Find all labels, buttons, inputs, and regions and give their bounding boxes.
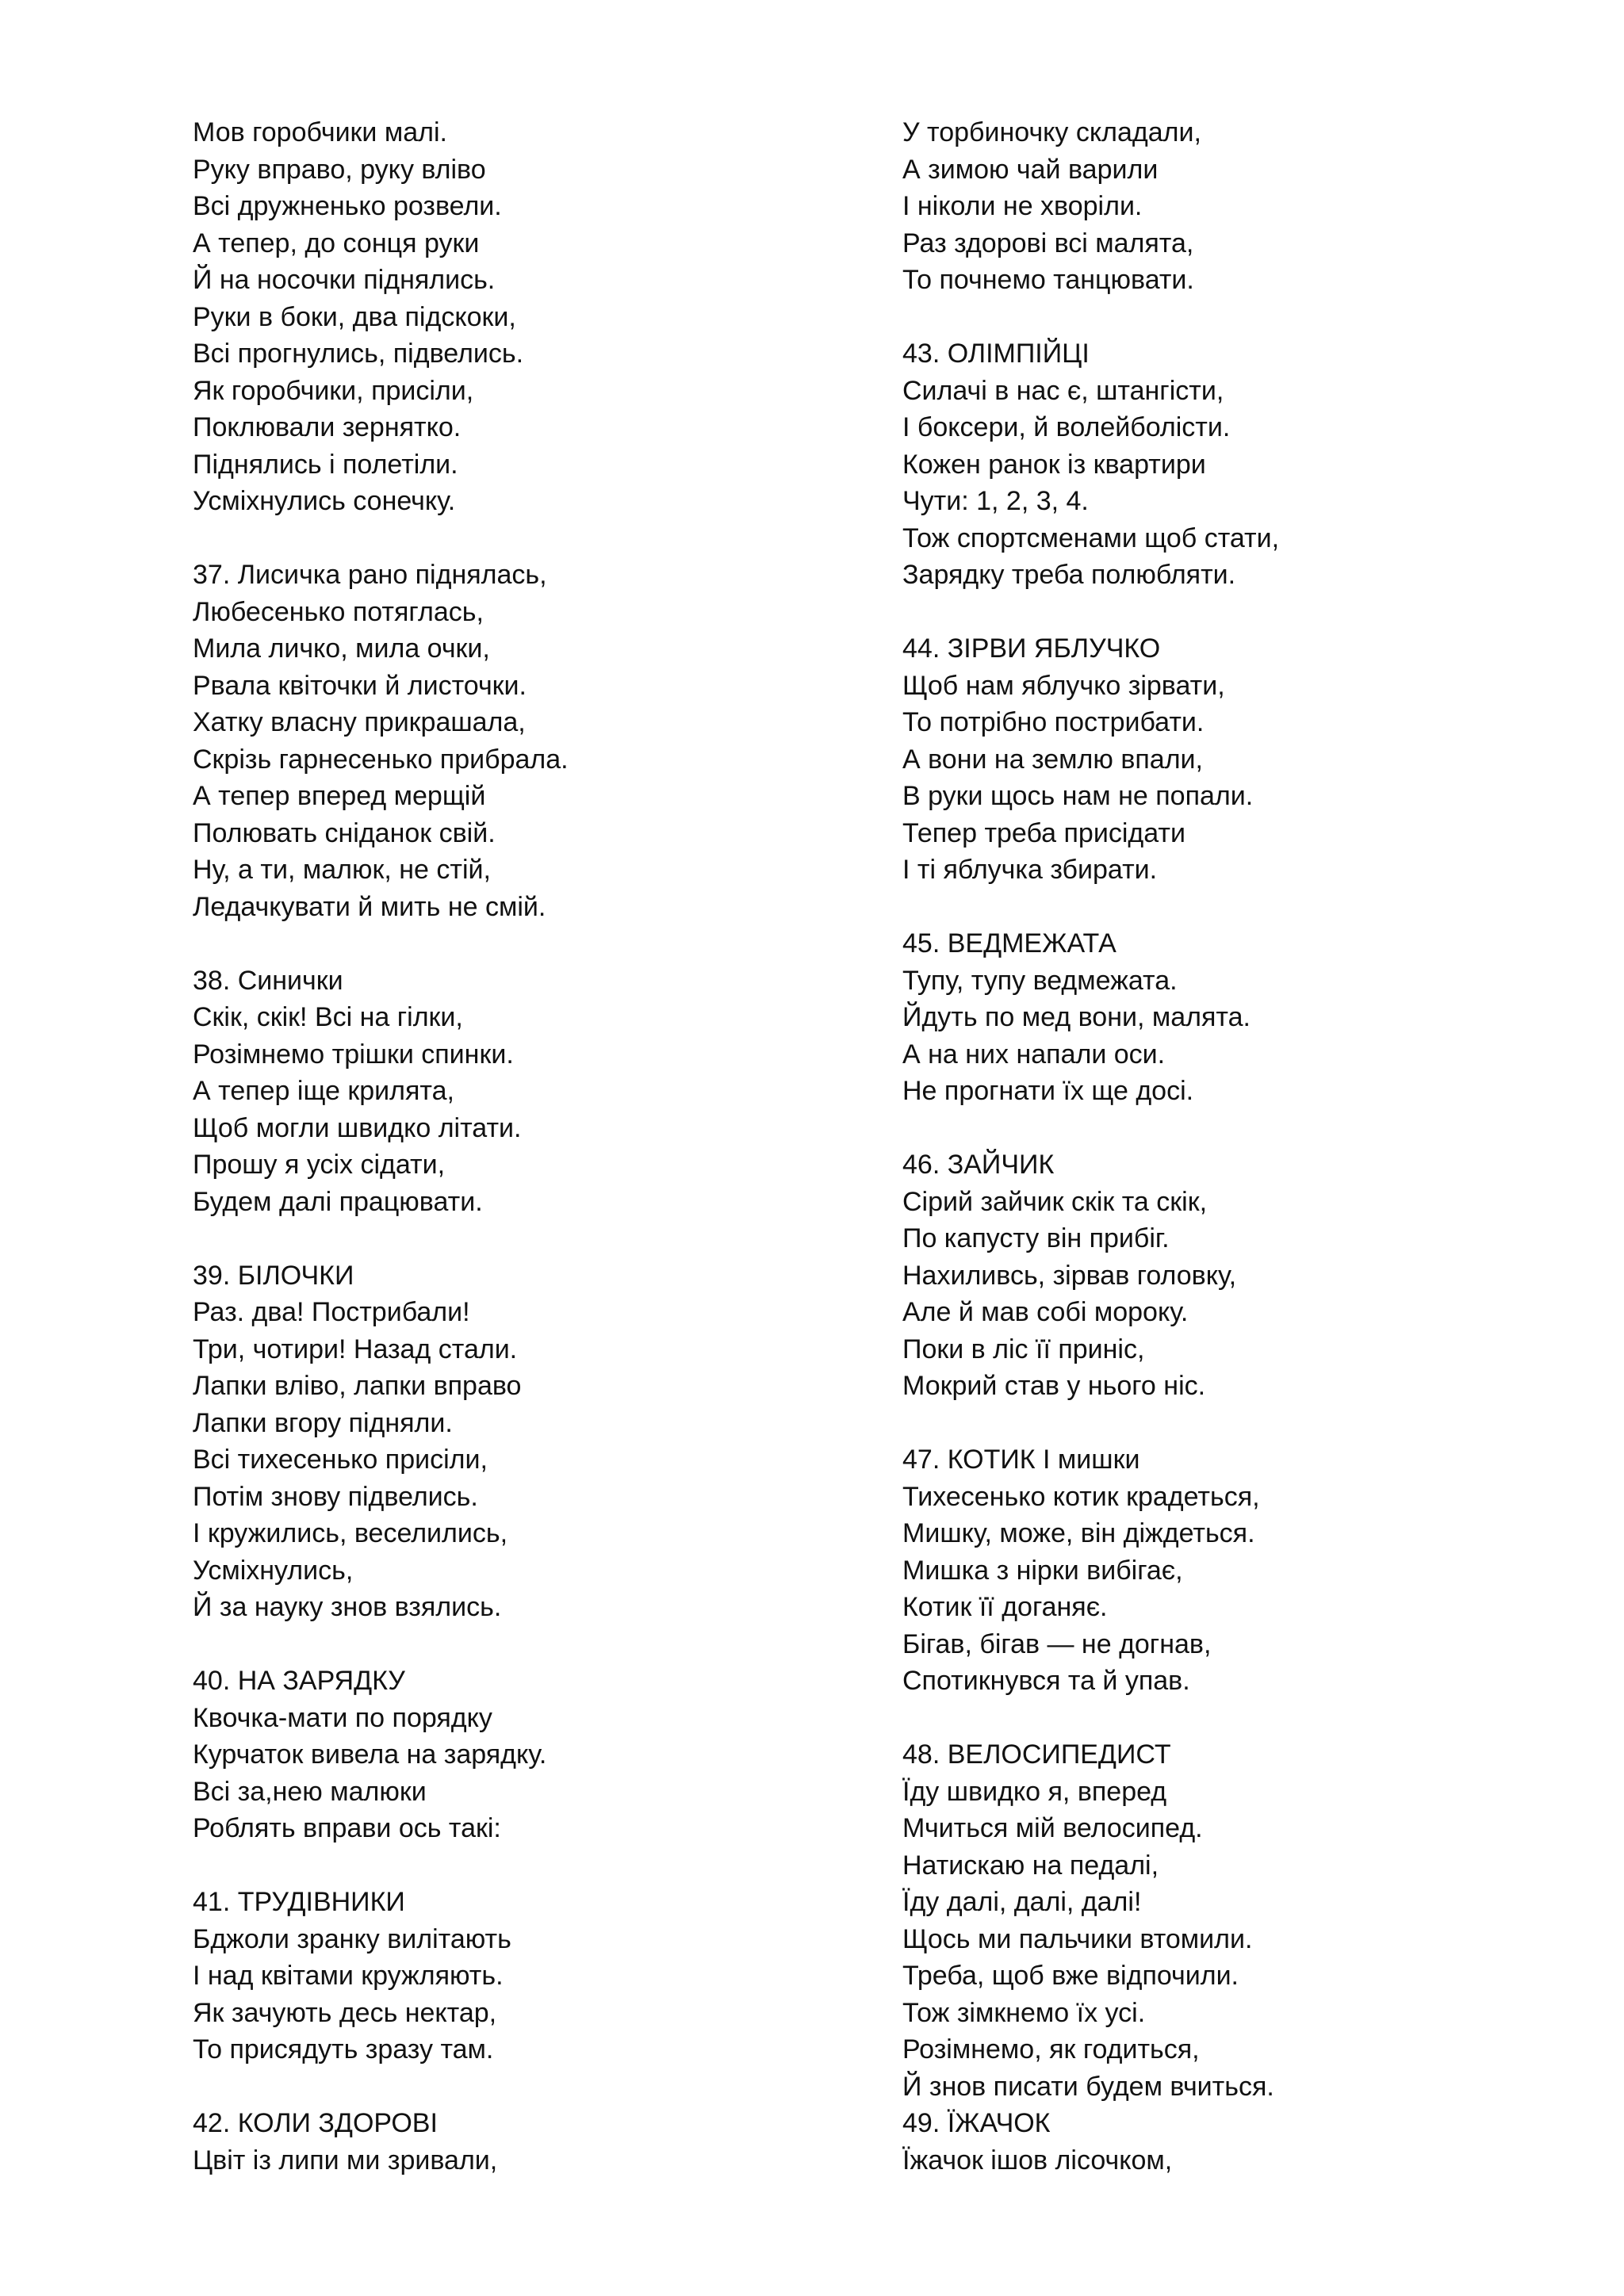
poem-line: Усміхнулись, [193, 1555, 354, 1586]
poem-heading: 37. Лисичка рано піднялась, [193, 560, 547, 590]
poem-heading: 40. НА ЗАРЯДКУ [193, 1666, 405, 1696]
stanza-gap [193, 1220, 891, 1257]
poem-line: Але й мав собі мороку. [902, 1297, 1189, 1327]
stanza-gap [902, 299, 1600, 336]
stanza-gap [193, 2068, 891, 2106]
poem-line: Цвіт із липи ми зривали, [193, 2145, 498, 2175]
poem-line: Потім знову підвелись. [193, 1481, 478, 1512]
poem-line: Бджоли зранку вилітають [193, 1923, 511, 1954]
poem-line: Їжачок ішов лісочком, [902, 2145, 1173, 2175]
poem-line: Кожен ранок із квартири [902, 449, 1206, 480]
poem-line: Мчиться мій велосипед. [902, 1813, 1203, 1843]
stanza-gap [902, 594, 1600, 631]
poem-line: Квочка-мати по порядку [193, 1702, 492, 1733]
stanza-gap [193, 1847, 891, 1885]
poem-heading: 42. КОЛИ ЗДОРОВІ [193, 2108, 438, 2138]
poem-line: Любесенько потяглась, [193, 596, 484, 627]
poem-line: Полювать сніданок свій. [193, 817, 496, 848]
poem-line: Руку вправо, руку вліво [193, 154, 486, 185]
poem-line: Скік, скік! Всі на гілки, [193, 1002, 463, 1032]
poem-line: В руки щось нам не попали. [902, 781, 1254, 811]
poem-line: Котик її доганяє. [902, 1592, 1108, 1622]
poem-heading: 38. Синички [193, 965, 343, 996]
poem-line: І ті яблучка збирати. [902, 855, 1158, 885]
poem-line: Мов горобчики малі. [193, 117, 447, 147]
poem-line: Поки в ліс її приніс, [902, 1334, 1145, 1364]
poem-line: Щось ми пальчики втомили. [902, 1923, 1253, 1954]
poem-line: То присядуть зразу там. [193, 2034, 494, 2064]
poem-line: Й за науку знов взялись. [193, 1592, 502, 1622]
poem-line: Раз. два! Пострибали! [193, 1297, 470, 1327]
poem-line: Спотикнувся та й упав. [902, 1666, 1190, 1696]
poem-line: Тупу, тупу ведмежата. [902, 965, 1178, 996]
poem-heading: 44. ЗІРВИ ЯБЛУЧКО [902, 633, 1161, 664]
poem-heading: 43. ОЛІМПІЙЦІ [902, 339, 1090, 369]
poem-line: Бігав, бігав — не догнав, [902, 1628, 1212, 1659]
poem-line: То почнемо танцювати. [902, 265, 1194, 295]
poem-line: Три, чотири! Назад стали. [193, 1334, 518, 1364]
poem-line: Мокрий став у нього ніс. [902, 1371, 1206, 1401]
poem-line: Всі прогнулись, підвелись. [193, 339, 524, 369]
stanza-gap [902, 1110, 1600, 1147]
poem-line: У торбиночку складали, [902, 117, 1201, 147]
poem-line: Піднялись і полетіли. [193, 449, 458, 480]
poem-line: Їду далі, далі, далі! [902, 1887, 1142, 1917]
poem-line: Йдуть по мед вони, малята. [902, 1002, 1251, 1032]
poem-line: А зимою чай варили [902, 154, 1159, 185]
poem-line: Як горобчики, присіли, [193, 375, 474, 406]
poem-heading: 48. ВЕЛОСИПЕДИСТ [902, 1739, 1171, 1770]
poem-line: Тож спортсменами щоб стати, [902, 522, 1280, 553]
poem-heading: 49. ЇЖАЧОК [902, 2108, 1051, 2138]
poem-line: Мишку, може, він діждеться. [902, 1518, 1255, 1548]
poem-line: Тож зімкнемо їх усі. [902, 1997, 1146, 2028]
poem-line: Будем далі працювати. [193, 1186, 483, 1217]
poem-line: Зарядку треба полюбляти. [902, 560, 1236, 590]
stanza-gap [193, 1626, 891, 1663]
poem-line: Поклювали зернятко. [193, 412, 462, 442]
stanza-gap [902, 1700, 1600, 1737]
poem-line: Тихесенько котик крадеться, [902, 1481, 1260, 1512]
poem-line: Хатку власну прикрашала, [193, 707, 526, 737]
poem-line: А на них напали оси. [902, 1039, 1166, 1070]
poem-heading: 47. КОТИК І мишки [902, 1445, 1140, 1475]
poem-heading: 41. ТРУДІВНИКИ [193, 1887, 405, 1917]
poem-line: Нахиливсь, зірвав головку, [902, 1260, 1237, 1291]
poem-line: Роблять вправи ось такі: [193, 1813, 501, 1843]
poem-line: Ну, а ти, малюк, не стій, [193, 855, 491, 885]
poem-line: Лапки вліво, лапки вправо [193, 1371, 522, 1401]
poem-line: Руки в боки, два підскоки, [193, 301, 516, 332]
poem-line: Прошу я усіх сідати, [193, 1150, 446, 1180]
poem-line: Лапки вгору підняли. [193, 1407, 453, 1438]
poem-line: А тепер, до сонця руки [193, 228, 480, 258]
poem-line: Треба, щоб вже відпочили. [902, 1961, 1239, 1991]
poem-line: Чути: 1, 2, 3, 4. [902, 486, 1089, 516]
stanza-gap [193, 925, 891, 962]
poem-line: Не прогнати їх ще досі. [902, 1076, 1194, 1106]
poem-line: Мишка з нірки вибігає, [902, 1555, 1183, 1586]
poem-line: І кружились, веселились, [193, 1518, 508, 1548]
poem-line: То потрібно пострибати. [902, 707, 1205, 737]
poem-line: Їду швидко я, вперед [902, 1776, 1167, 1807]
poem-line: Усміхнулись сонечку. [193, 486, 456, 516]
poem-line: І над квітами кружляють. [193, 1961, 504, 1991]
left-text-column [193, 114, 891, 2179]
poem-line: Як зачують десь нектар, [193, 1997, 497, 2028]
poem-line: А вони на землю впали, [902, 744, 1203, 775]
poem-line: І боксери, й волейболісти. [902, 412, 1231, 442]
poem-line: Розімнемо, як годиться, [902, 2034, 1200, 2064]
poem-line: А тепер іще крилята, [193, 1076, 454, 1106]
poem-line: Й знов писати будем вчиться. [902, 2071, 1274, 2102]
poem-heading: 46. ЗАЙЧИК [902, 1150, 1055, 1180]
poem-line: Всі тихесенько присіли, [193, 1445, 488, 1475]
poem-heading: 45. ВЕДМЕЖАТА [902, 928, 1116, 959]
poem-line: Натискаю на педалі, [902, 1850, 1159, 1881]
poem-line: А тепер вперед мерщій [193, 781, 486, 811]
poem-line: Скрізь гарнесенько прибрала. [193, 744, 569, 775]
poem-line: Розімнемо трішки спинки. [193, 1039, 514, 1070]
right-text-column [902, 114, 1600, 2179]
poem-line: Всі за,нею малюки [193, 1776, 427, 1807]
poem-line: Тепер треба присідати [902, 817, 1185, 848]
stanza-gap [902, 889, 1600, 926]
poem-line: Й на носочки піднялись. [193, 265, 496, 295]
poem-line: Сірий зайчик скік та скік, [902, 1186, 1208, 1217]
poem-line: Щоб могли швидко літати. [193, 1112, 522, 1143]
poem-line: Ледачкувати й мить не смій. [193, 891, 546, 922]
poem-line: І ніколи не хворіли. [902, 191, 1143, 221]
poem-line: Всі дружненько розвели. [193, 191, 502, 221]
poem-line: Рвала квіточки й листочки. [193, 670, 527, 701]
poem-heading: 39. БІЛОЧКИ [193, 1260, 354, 1291]
poem-line: Курчаток вивела на зарядку. [193, 1739, 547, 1770]
poem-line: Мила личко, мила очки, [193, 633, 490, 664]
stanza-gap [193, 520, 891, 557]
stanza-gap [902, 1405, 1600, 1442]
poem-line: По капусту він прибіг. [902, 1223, 1170, 1253]
poem-line: Раз здорові всі малята, [902, 228, 1194, 258]
poem-line: Щоб нам яблучко зірвати, [902, 670, 1225, 701]
poem-line: Силачі в нас є, штангісти, [902, 375, 1224, 406]
